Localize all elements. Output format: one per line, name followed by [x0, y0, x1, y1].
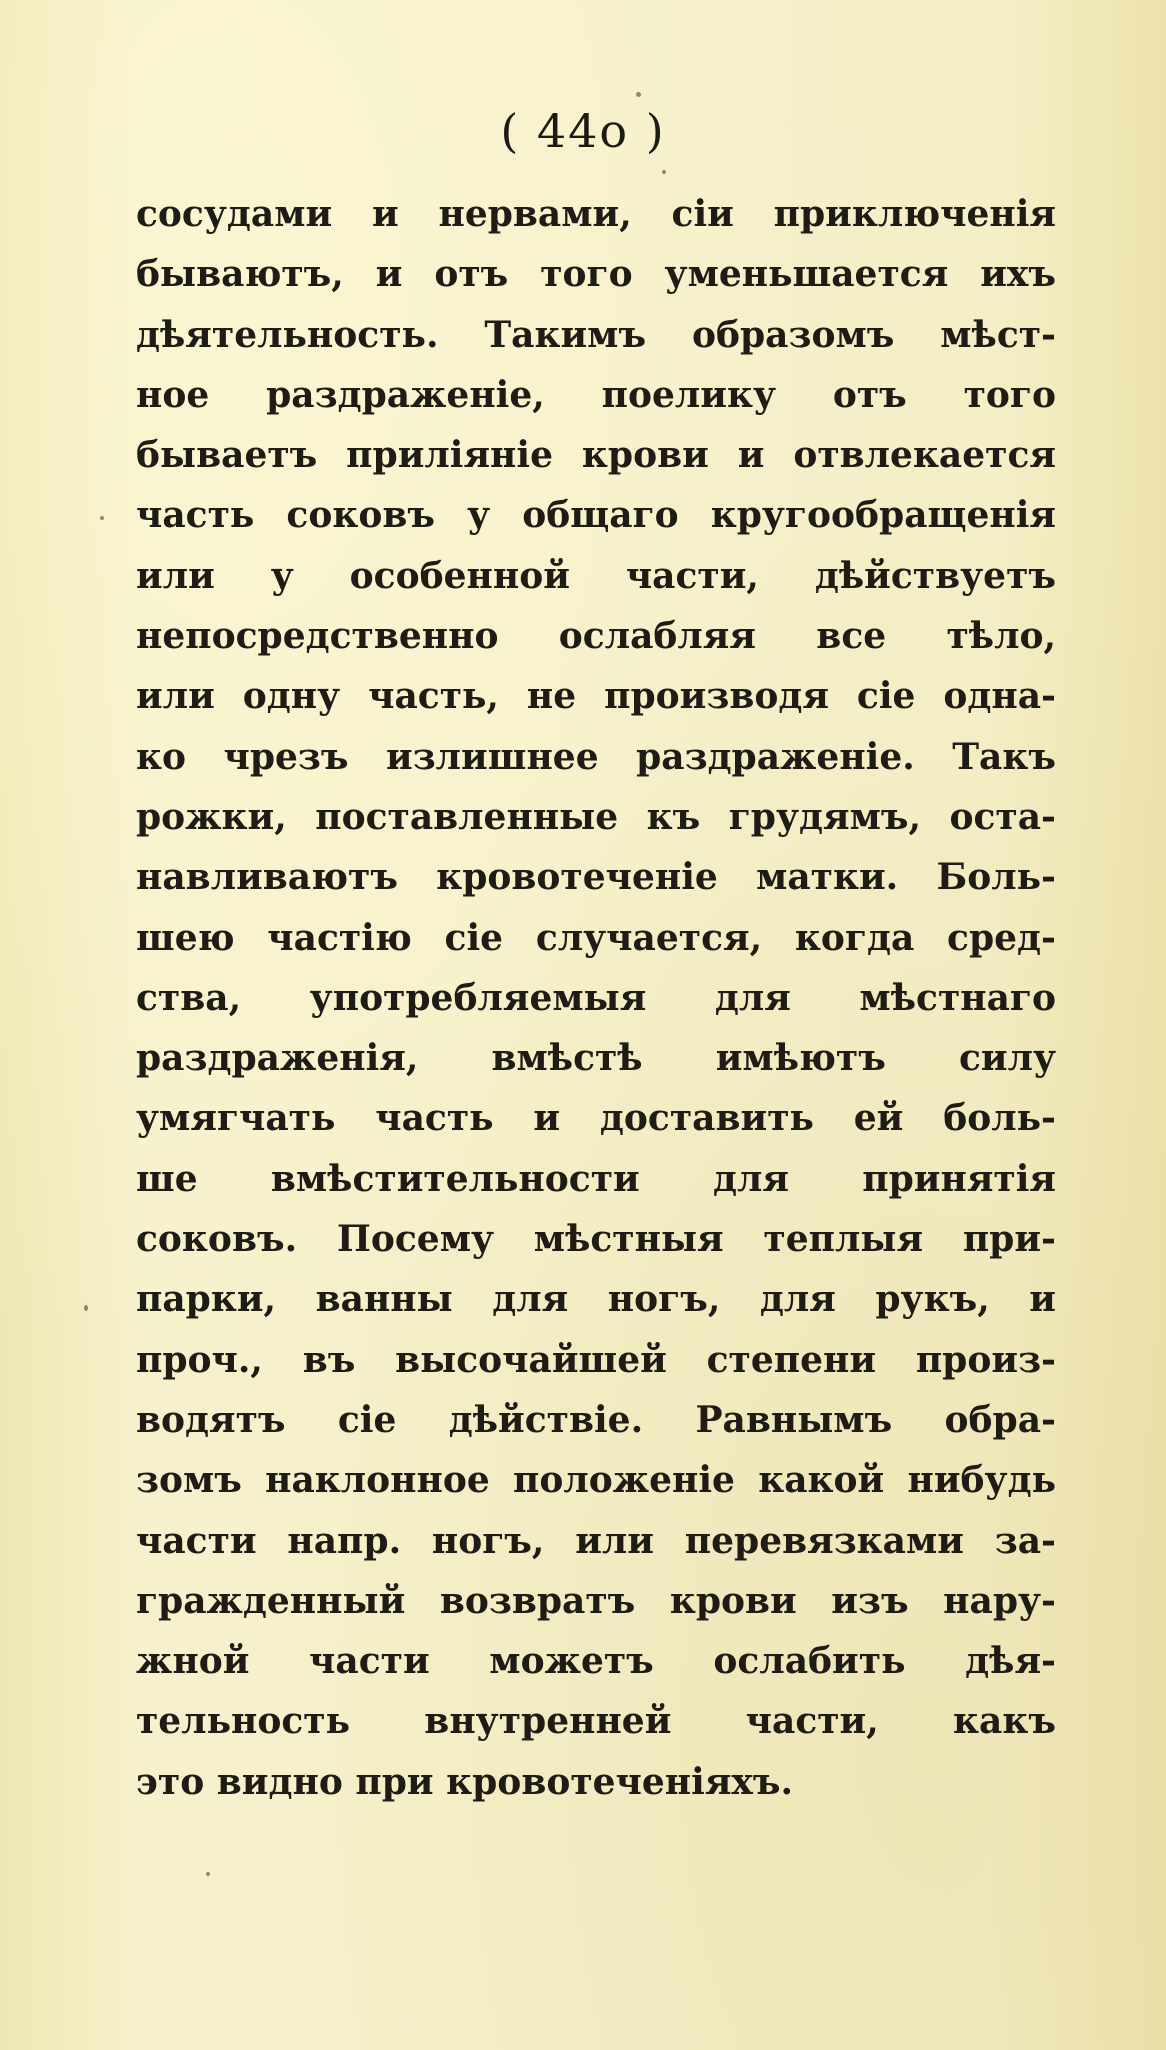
text-line: бываютъ, и отъ того уменьшается ихъ — [136, 253, 1056, 296]
text-line: парки, ванны для ногъ, для рукъ, и — [136, 1278, 1056, 1321]
text-line: дѣятельность. Такимъ образомъ мѣст- — [136, 313, 1056, 356]
text-line: ное раздраженіе, поелику отъ того — [136, 373, 1056, 416]
ink-speck — [84, 1305, 88, 1311]
text-line: или одну часть, не производя сіе одна- — [136, 675, 1056, 718]
text-line: или у особенной части, дѣйствуетъ — [136, 554, 1056, 597]
text-line: умягчать часть и доставить ей боль- — [136, 1097, 1056, 1140]
text-line: часть соковъ у общаго кругообращенія — [136, 494, 1056, 537]
text-line: это видно при кровотеченіяхъ. — [136, 1760, 794, 1803]
body-text — [136, 184, 1056, 1812]
ink-speck — [100, 516, 104, 520]
ink-speck — [662, 170, 666, 174]
text-line: соковъ. Посему мѣстныя теплыя при- — [136, 1218, 1056, 1261]
text-line: бываетъ приліяніе крови и отвлекается — [136, 434, 1056, 477]
text-line: сосудами и нервами, сіи приключенія — [136, 193, 1056, 235]
text-line: непосредственно ослабляя все тѣло, — [136, 615, 1056, 658]
ink-speck — [636, 92, 641, 97]
text-line: проч., въ высочайшей степени произ- — [136, 1338, 1056, 1381]
text-line: части напр. ногъ, или перевязками за- — [136, 1519, 1056, 1562]
text-line: жной части можетъ ослабить дѣя- — [136, 1640, 1056, 1683]
text-line: зомъ наклонное положеніе какой нибудь — [136, 1459, 1056, 1502]
text-line: раздраженія, вмѣстѣ имѣютъ силу — [136, 1037, 1056, 1080]
text-line: рожки, поставленные къ грудямъ, оста- — [136, 795, 1056, 838]
ink-speck — [206, 1872, 210, 1876]
page-number: ( 44o ) — [500, 104, 666, 158]
text-line: навливаютъ кровотеченіе матки. Боль- — [136, 856, 1056, 899]
text-line: шею частію сіе случается, когда сред- — [136, 916, 1056, 959]
text-line: гражденный возвратъ крови изъ нару- — [136, 1579, 1056, 1622]
text-line: ко чрезъ излишнее раздраженіе. Такъ — [136, 735, 1056, 778]
text-line: водятъ сіе дѣйствіе. Равнымъ обра- — [136, 1398, 1056, 1441]
text-line: ше вмѣстительности для принятія — [136, 1157, 1056, 1200]
text-line: ства, употребляемыя для мѣстнаго — [136, 976, 1056, 1019]
text-line: тельность внутренней части, какъ — [136, 1700, 1056, 1743]
